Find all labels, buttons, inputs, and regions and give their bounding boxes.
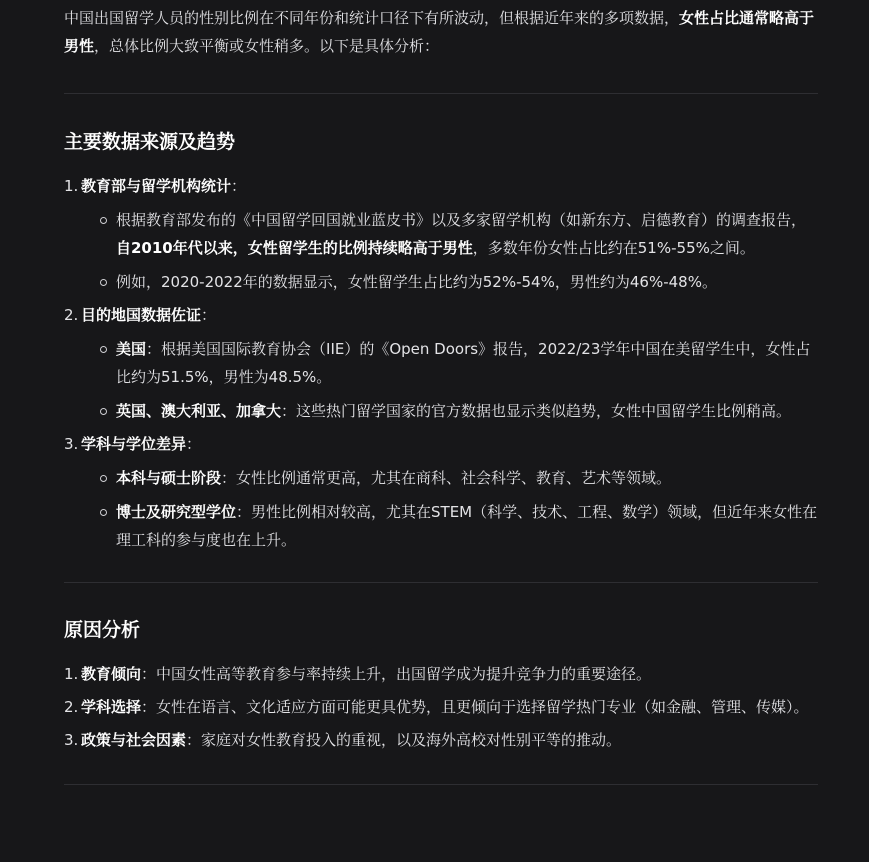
list-item-suffix: ： [231, 177, 247, 195]
sub-list-item [98, 335, 818, 391]
sub-list-item [98, 397, 818, 425]
section-heading-reasons: 原因分析 [64, 619, 141, 641]
sub-list-item [98, 268, 818, 296]
list-item [64, 431, 818, 554]
list-item-title: 政策与社会因素 [81, 731, 187, 749]
hollow-bullet-icon [100, 279, 107, 286]
section-divider [64, 784, 818, 785]
list-item-text: ：家庭对女性教育投入的重视，以及海外高校对性别平等的推动。 [186, 731, 622, 749]
sub-item-bold: 博士及研究型学位 [116, 503, 237, 521]
sub-item-text: 例如，2020-2022年的数据显示，女性留学生占比约为52%-54%，男性约为46%-48%。 [116, 273, 717, 291]
sub-item-text: ：这些热门留学国家的官方数据也显示类似趋势，女性中国留学生比例稍高。 [281, 402, 792, 420]
list-item-title: 学科与学位差异 [81, 435, 187, 453]
list-item-title: 教育倾向 [81, 665, 142, 683]
list-item [64, 727, 818, 754]
sub-item-text: ，多数年份女性占比约在51%-55%之间。 [472, 239, 755, 257]
list-item-title: 目的地国数据佐证 [81, 306, 202, 324]
intro-bold-1: 女性占比通常略高于男性 [64, 9, 815, 55]
list-item-title: 学科选择 [81, 698, 142, 716]
hollow-bullet-icon [100, 509, 107, 516]
sub-item-text: 根据教育部发布的《中国留学回国就业蓝皮书》以及多家留学机构（如新东方、启德教育）的调查报告， [116, 211, 807, 229]
list-number: 3. [64, 731, 79, 749]
list-item-title: 教育部与留学机构统计 [81, 177, 232, 195]
list-item-text: ：女性在语言、文化适应方面可能更具优势，且更倾向于选择留学热门专业（如金融、管理、传媒）。 [141, 698, 809, 716]
section-divider [64, 93, 818, 94]
main-ordered-list [64, 173, 818, 554]
list-item [64, 302, 818, 425]
sub-item-text: ：男性比例相对较高，尤其在STEM（科学、技术、工程、数学）领域，但近年来女性在理工科的参与度也在上升。 [116, 503, 818, 549]
list-number: 1. [64, 177, 79, 195]
list-number: 3. [64, 435, 79, 453]
section-divider [64, 582, 818, 583]
list-number: 1. [64, 665, 79, 683]
intro-text-2: ，总体比例大致平衡或女性稍多。以下是具体分析： [94, 36, 440, 55]
sub-item-bold: 本科与硕士阶段 [116, 469, 222, 487]
list-item-text: ：中国女性高等教育参与率持续上升，出国留学成为提升竞争力的重要途径。 [141, 665, 652, 683]
hollow-bullet-icon [100, 408, 107, 415]
intro-text-1: 中国出国留学人员的性别比例在不同年份和统计口径下有所波动，但根据近年来的多项数据， [64, 9, 680, 27]
sub-item-bold: 英国、澳大利亚、加拿大 [116, 402, 282, 420]
reasons-ordered-list [64, 661, 818, 754]
list-item [64, 694, 818, 721]
list-item [64, 173, 818, 296]
sub-list [81, 464, 818, 554]
sub-list-item [98, 206, 818, 262]
intro-paragraph [64, 5, 818, 60]
list-number: 2. [64, 306, 79, 324]
sub-item-bold: 自2010年代以来，女性留学生的比例持续略高于男性 [116, 239, 473, 257]
sub-item-text: ：根据美国国际教育协会（IIE）的《Open Doors》报告，2022/23学年中国在美留学生中，女性占比约为51.5%，男性为48.5%。 [116, 340, 811, 386]
list-item [64, 661, 818, 688]
sub-list [81, 206, 818, 296]
sub-list [81, 335, 818, 425]
hollow-bullet-icon [100, 475, 107, 482]
list-item-suffix: ： [201, 306, 217, 324]
sub-list-item [98, 498, 818, 554]
hollow-bullet-icon [100, 217, 107, 224]
sub-list-item [98, 464, 818, 492]
sub-item-bold: 美国 [116, 340, 147, 358]
chat-response [64, 0, 818, 785]
list-item-suffix: ： [186, 435, 202, 453]
sub-item-text: ：女性比例通常更高，尤其在商科、社会科学、教育、艺术等领域。 [221, 469, 672, 487]
hollow-bullet-icon [100, 346, 107, 353]
section-heading-main: 主要数据来源及趋势 [64, 131, 236, 153]
list-number: 2. [64, 698, 79, 716]
